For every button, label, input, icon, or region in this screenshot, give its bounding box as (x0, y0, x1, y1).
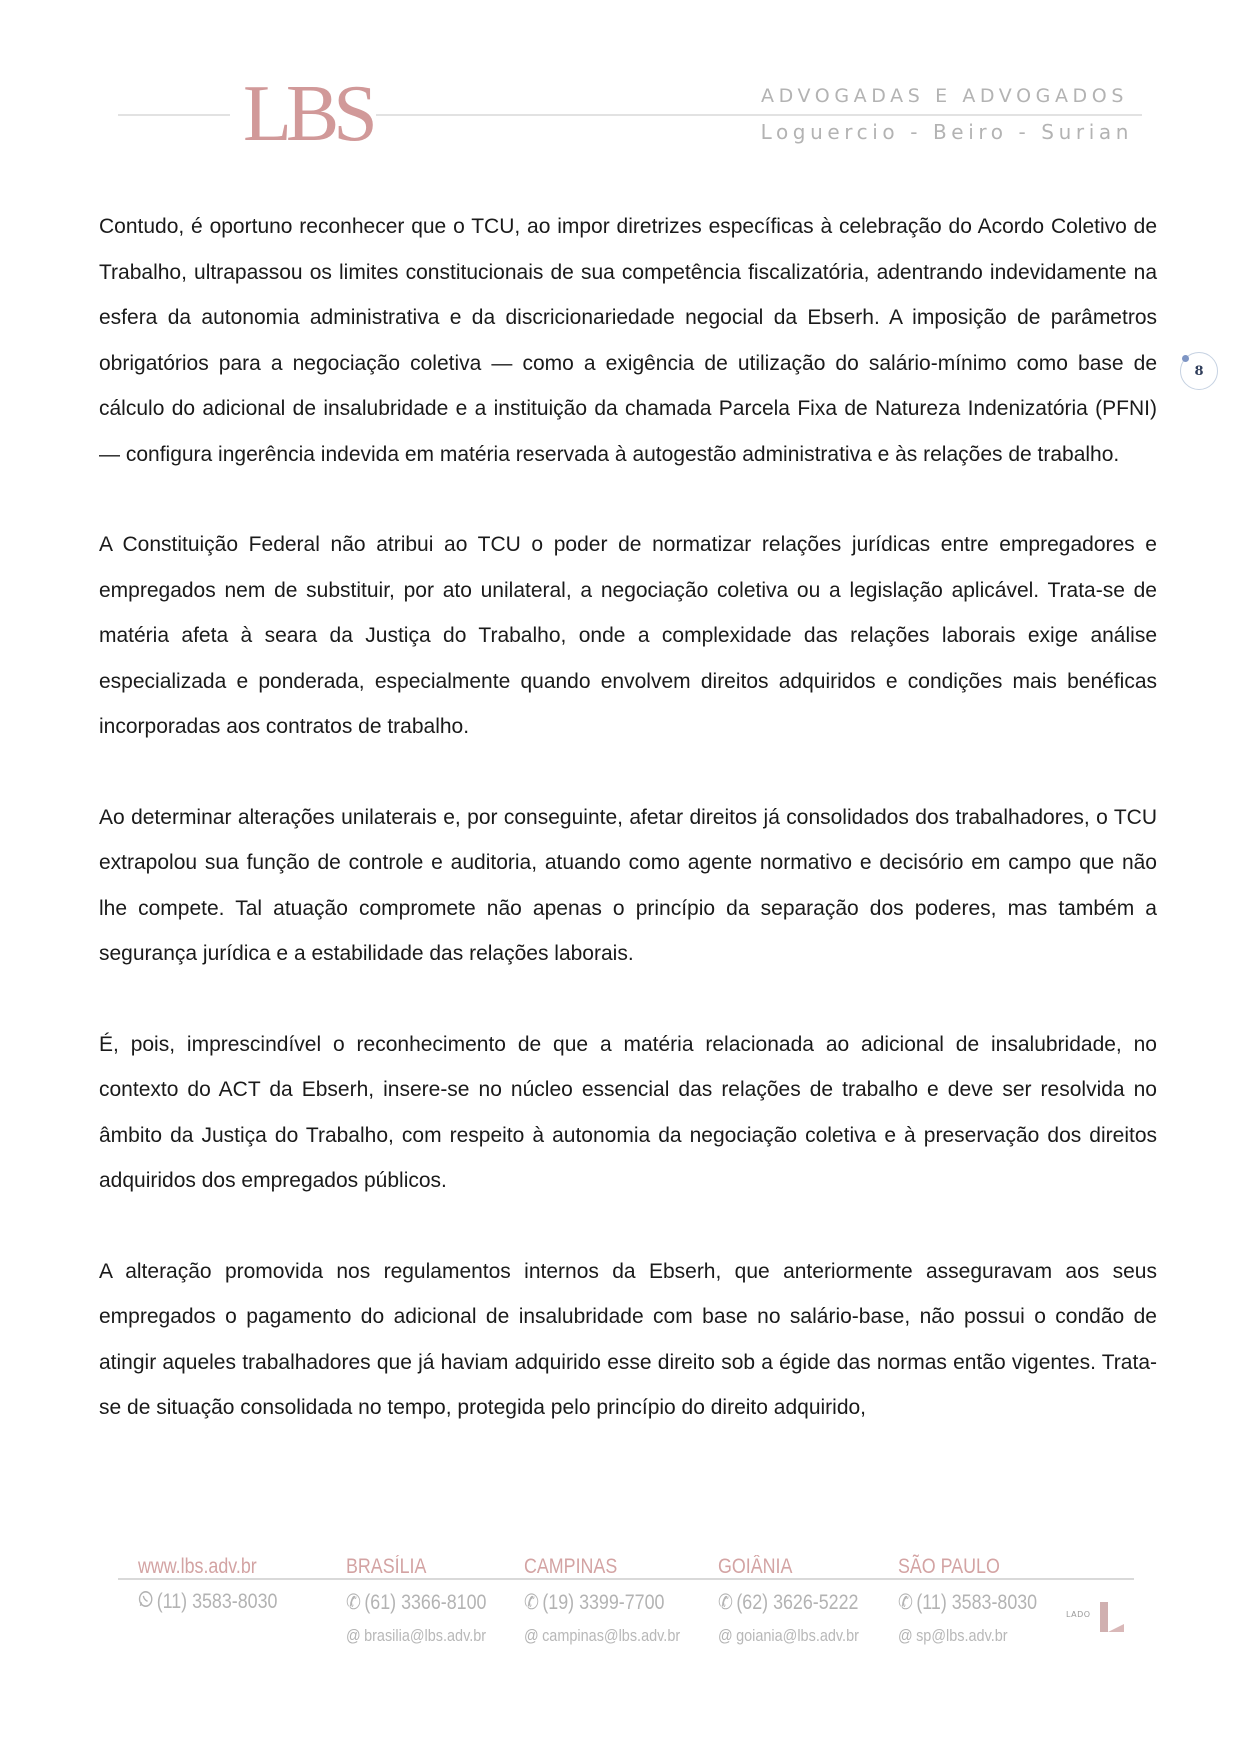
footer-main-phone (138, 1590, 277, 1614)
paragraph-1: Contudo, é oportuno reconhecer que o TCU, ao impor diretrizes específicas à celebração do Acordo Coletivo de Trabalho, ultrapassou os limites constitucionais de sua competência fiscalizatória, adentrando indevidamente na esfera da autonomia administrativa e da discricionariedade negocial da Ebserh. A imposição de parâmetros obrigatórios para a negociação coletiva — como a exigência de utilização do salário-mínimo como base de cálculo do adicional de insalubridade e a instituição da chamada Parcela Fixa de Natureza Indenizatória (PFNI) — configura ingerência indevida em matéria reservada à autogestão administrativa e às relações de trabalho. (99, 215, 1157, 466)
office-email-goiania[interactable] (718, 1626, 859, 1646)
office-email-text: brasilia@lbs.adv.br (364, 1626, 487, 1645)
at-icon: @ (524, 1626, 539, 1645)
paragraph-3: Ao determinar alterações unilaterais e, por conseguinte, afetar direitos já consolidados dos trabalhadores, o TCU extrapolou sua função de controle e auditoria, atuando como agente normativo e decisório em campo que não lhe compete. Tal atuação compromete não apenas o princípio da separação dos poderes, mas também a segurança jurídica e a estabilidade das relações laborais. (99, 805, 1157, 965)
office-phone-text: (62) 3626-5222 (736, 1591, 859, 1614)
office-email-sao-paulo[interactable] (898, 1626, 1008, 1646)
office-email-brasilia[interactable] (346, 1626, 486, 1646)
office-phone-brasilia (346, 1590, 486, 1615)
office-title-goiania: GOIÂNIA (718, 1555, 793, 1578)
lado-label: LADO (1066, 1610, 1091, 1619)
office-phone-text: (11) 3583-8030 (916, 1591, 1038, 1614)
office-phone-text: (19) 3399-7700 (542, 1591, 665, 1614)
phone-icon: ✆ (898, 1591, 913, 1614)
at-icon: @ (346, 1626, 361, 1645)
firm-name: ADVOGADAS E ADVOGADOS (761, 85, 1128, 107)
paragraph-2: A Constituição Federal não atribui ao TCU o poder de normatizar relações jurídicas entre empregadores e empregados nem de substituir, por ato unilateral, a negociação coletiva ou a legislação aplicável. Trata-se de matéria afeta à seara da Justiça do Trabalho, onde a complexidade das relações laborais exige análise especializada e ponderada, especialmente quando envolvem direitos adquiridos e condições mais benéficas incorporadas aos contratos de trabalho. (99, 533, 1157, 738)
badge-dot-icon (1182, 355, 1189, 362)
office-title-campinas: CAMPINAS (524, 1555, 618, 1578)
office-email-text: goiania@lbs.adv.br (736, 1626, 859, 1645)
whatsapp-icon (138, 1590, 153, 1614)
office-email-text: campinas@lbs.adv.br (542, 1626, 681, 1645)
phone-icon: ✆ (718, 1591, 733, 1614)
main-phone-text: (11) 3583-8030 (156, 1590, 278, 1613)
at-icon: @ (718, 1626, 733, 1645)
office-phone-text: (61) 3366-8100 (364, 1591, 487, 1614)
at-icon: @ (898, 1626, 913, 1645)
header-rule-right (376, 114, 1142, 116)
office-phone-goiania (718, 1590, 858, 1615)
footer-website[interactable]: www.lbs.adv.br (138, 1555, 257, 1578)
office-email-campinas[interactable] (524, 1626, 680, 1646)
office-phone-sao-paulo (898, 1590, 1037, 1615)
document-body (99, 204, 1157, 1476)
office-email-text: sp@lbs.adv.br (916, 1626, 1008, 1645)
phone-icon: ✆ (346, 1591, 361, 1614)
firm-partners: Loguercio - Beiro - Surian (760, 120, 1133, 144)
office-phone-campinas (524, 1590, 664, 1615)
office-title-sao-paulo: SÃO PAULO (898, 1555, 1000, 1578)
paragraph-5: A alteração promovida nos regulamentos internos da Ebserh, que anteriormente asseguravam aos seus empregados o pagamento do adicional de insalubridade com base no salário-base, não possui o condão de atingir aqueles trabalhadores que já haviam adquirido esse direito sob a égide das normas então vigentes. Trata-se de situação consolidada no tempo, protegida pelo princípio do direito adquirido, (99, 1259, 1157, 1419)
office-title-brasilia: BRASÍLIA (346, 1555, 427, 1578)
phone-icon: ✆ (524, 1591, 539, 1614)
lado-logo-icon (1066, 1598, 1126, 1638)
page-number: 8 (1194, 363, 1204, 379)
lbs-logo: LBS (243, 70, 372, 158)
paragraph-4: É, pois, imprescindível o reconhecimento de que a matéria relacionada ao adicional de insalubridade, no contexto do ACT da Ebserh, insere-se no núcleo essencial das relações de trabalho e deve ser resolvida no âmbito da Justiça do Trabalho, com respeito à autonomia da negociação coletiva e à preservação dos direitos adquiridos dos empregados públicos. (99, 1032, 1157, 1192)
page-number-badge (1180, 352, 1218, 390)
header-rule-left (118, 114, 230, 116)
